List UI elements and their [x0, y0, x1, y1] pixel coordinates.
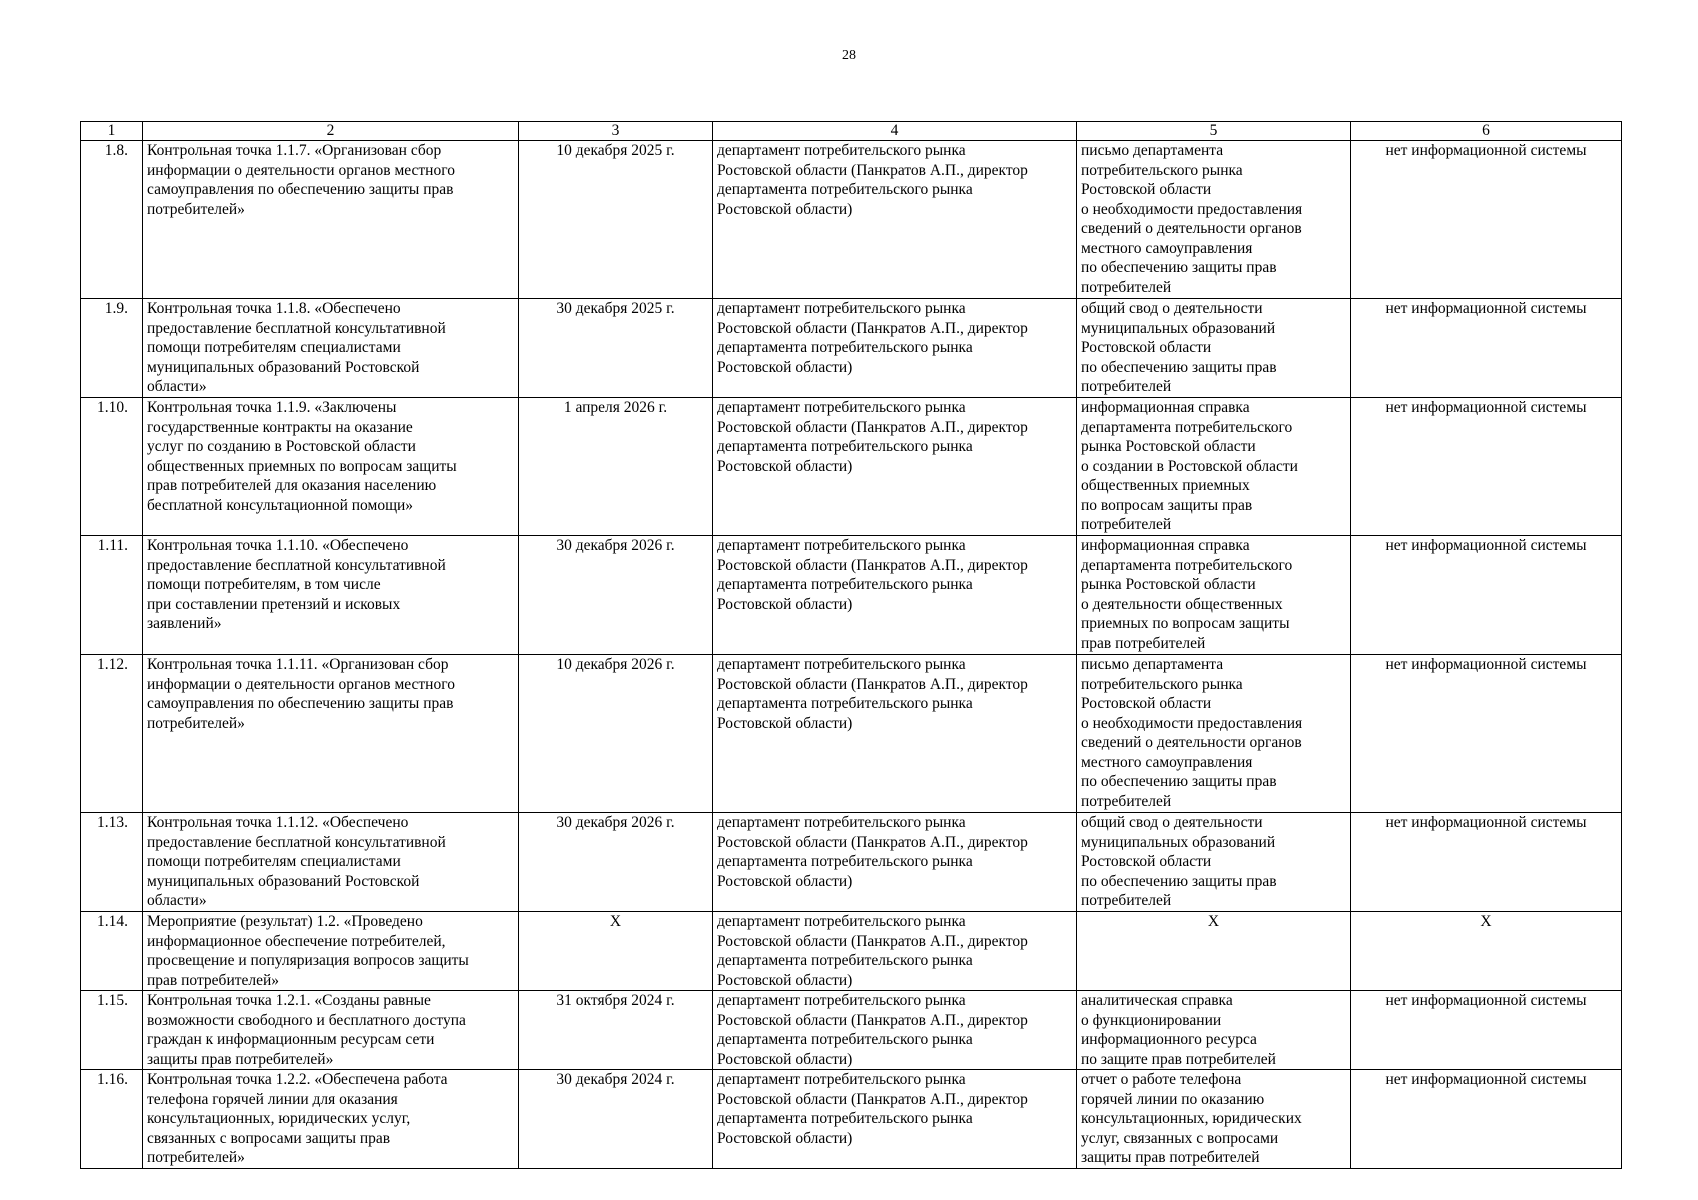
row-document: информационная справка департамента потребительского рынка Ростовской области о деятельности общественных приемных по вопросам защиты прав потребителей	[1077, 536, 1351, 655]
column-header: 3	[519, 122, 713, 141]
row-date: 10 декабря 2025 г.	[519, 141, 713, 299]
row-document: информационная справка департамента потребительского рынка Ростовской области о создании в Ростовской области общественных приемных по вопросам защиты прав потребителей	[1077, 398, 1351, 536]
row-name: Контрольная точка 1.1.12. «Обеспечено предоставление бесплатной консультативной помощи потребителям специалистами муниципальных образований Ростовской области»	[143, 813, 519, 912]
row-system: нет информационной системы	[1351, 299, 1622, 398]
table-row	[81, 1070, 1622, 1169]
row-date: 30 декабря 2024 г.	[519, 1070, 713, 1169]
row-system: X	[1351, 912, 1622, 991]
table-row	[81, 299, 1622, 398]
row-number: 1.10.	[81, 398, 143, 536]
row-name: Контрольная точка 1.2.1. «Созданы равные возможности свободного и бесплатного доступа граждан к информационным ресурсам сети защиты прав потребителей»	[143, 991, 519, 1070]
row-date: 10 декабря 2026 г.	[519, 655, 713, 813]
row-document: общий свод о деятельности муниципальных образований Ростовской области по обеспечению защиты прав потребителей	[1077, 813, 1351, 912]
row-system: нет информационной системы	[1351, 991, 1622, 1070]
row-number: 1.8.	[81, 141, 143, 299]
column-header: 1	[81, 122, 143, 141]
row-name: Контрольная точка 1.1.10. «Обеспечено предоставление бесплатной консультативной помощи потребителям, в том числе при составлении претензий и исковых заявлений»	[143, 536, 519, 655]
row-number: 1.11.	[81, 536, 143, 655]
row-document: X	[1077, 912, 1351, 991]
table-row	[81, 813, 1622, 912]
row-responsible: департамент потребительского рынка Ростовской области (Панкратов А.П., директор департамента потребительского рынка Ростовской области)	[713, 141, 1077, 299]
column-header: 5	[1077, 122, 1351, 141]
row-system: нет информационной системы	[1351, 536, 1622, 655]
row-system: нет информационной системы	[1351, 655, 1622, 813]
row-responsible: департамент потребительского рынка Ростовской области (Панкратов А.П., директор департамента потребительского рынка Ростовской области)	[713, 299, 1077, 398]
column-header: 2	[143, 122, 519, 141]
row-date: 30 декабря 2026 г.	[519, 813, 713, 912]
row-name: Контрольная точка 1.2.2. «Обеспечена работа телефона горячей линии для оказания консультационных, юридических услуг, связанных с вопросами защиты прав потребителей»	[143, 1070, 519, 1169]
table-row	[81, 536, 1622, 655]
row-date: 30 декабря 2025 г.	[519, 299, 713, 398]
row-name: Контрольная точка 1.1.11. «Организован сбор информации о деятельности органов местного самоуправления по обеспечению защиты прав потребителей»	[143, 655, 519, 813]
row-document: общий свод о деятельности муниципальных образований Ростовской области по обеспечению защиты прав потребителей	[1077, 299, 1351, 398]
table-row	[81, 141, 1622, 299]
row-number: 1.12.	[81, 655, 143, 813]
row-document: аналитическая справка о функционировании информационного ресурса по защите прав потребителей	[1077, 991, 1351, 1070]
row-responsible: департамент потребительского рынка Ростовской области (Панкратов А.П., директор департамента потребительского рынка Ростовской области)	[713, 912, 1077, 991]
row-name: Контрольная точка 1.1.9. «Заключены государственные контракты на оказание услуг по созданию в Ростовской области общественных приемных по вопросам защиты прав потребителей для оказания населению бесплатной консультационной помощи»	[143, 398, 519, 536]
row-number: 1.14.	[81, 912, 143, 991]
row-name: Контрольная точка 1.1.8. «Обеспечено предоставление бесплатной консультативной помощи потребителям специалистами муниципальных образований Ростовской области»	[143, 299, 519, 398]
plan-table	[80, 121, 1622, 1169]
row-number: 1.15.	[81, 991, 143, 1070]
row-responsible: департамент потребительского рынка Ростовской области (Панкратов А.П., директор департамента потребительского рынка Ростовской области)	[713, 398, 1077, 536]
row-responsible: департамент потребительского рынка Ростовской области (Панкратов А.П., директор департамента потребительского рынка Ростовской области)	[713, 536, 1077, 655]
row-document: отчет о работе телефона горячей линии по оказанию консультационных, юридических услуг, связанных с вопросами защиты прав потребителей	[1077, 1070, 1351, 1169]
row-responsible: департамент потребительского рынка Ростовской области (Панкратов А.П., директор департамента потребительского рынка Ростовской области)	[713, 655, 1077, 813]
row-system: нет информационной системы	[1351, 141, 1622, 299]
row-number: 1.13.	[81, 813, 143, 912]
row-system: нет информационной системы	[1351, 398, 1622, 536]
row-responsible: департамент потребительского рынка Ростовской области (Панкратов А.П., директор департамента потребительского рынка Ростовской области)	[713, 1070, 1077, 1169]
row-document: письмо департамента потребительского рынка Ростовской области о необходимости предоставления сведений о деятельности органов местного самоуправления по обеспечению защиты прав потребителей	[1077, 141, 1351, 299]
row-date: 31 октября 2024 г.	[519, 991, 713, 1070]
row-date: 1 апреля 2026 г.	[519, 398, 713, 536]
row-date: X	[519, 912, 713, 991]
row-number: 1.16.	[81, 1070, 143, 1169]
row-responsible: департамент потребительского рынка Ростовской области (Панкратов А.П., директор департамента потребительского рынка Ростовской области)	[713, 813, 1077, 912]
table-row	[81, 398, 1622, 536]
row-system: нет информационной системы	[1351, 813, 1622, 912]
table-row	[81, 655, 1622, 813]
table-row	[81, 991, 1622, 1070]
row-name: Контрольная точка 1.1.7. «Организован сбор информации о деятельности органов местного самоуправления по обеспечению защиты прав потребителей»	[143, 141, 519, 299]
page-number: 28	[842, 48, 856, 63]
table-row	[81, 912, 1622, 991]
column-header: 4	[713, 122, 1077, 141]
row-name: Мероприятие (результат) 1.2. «Проведено информационное обеспечение потребителей, просвещение и популяризация вопросов защиты прав потребителей»	[143, 912, 519, 991]
row-number: 1.9.	[81, 299, 143, 398]
column-header: 6	[1351, 122, 1622, 141]
row-system: нет информационной системы	[1351, 1070, 1622, 1169]
row-document: письмо департамента потребительского рынка Ростовской области о необходимости предоставления сведений о деятельности органов местного самоуправления по обеспечению защиты прав потребителей	[1077, 655, 1351, 813]
row-date: 30 декабря 2026 г.	[519, 536, 713, 655]
row-responsible: департамент потребительского рынка Ростовской области (Панкратов А.П., директор департамента потребительского рынка Ростовской области)	[713, 991, 1077, 1070]
table-header-row	[81, 122, 1622, 141]
